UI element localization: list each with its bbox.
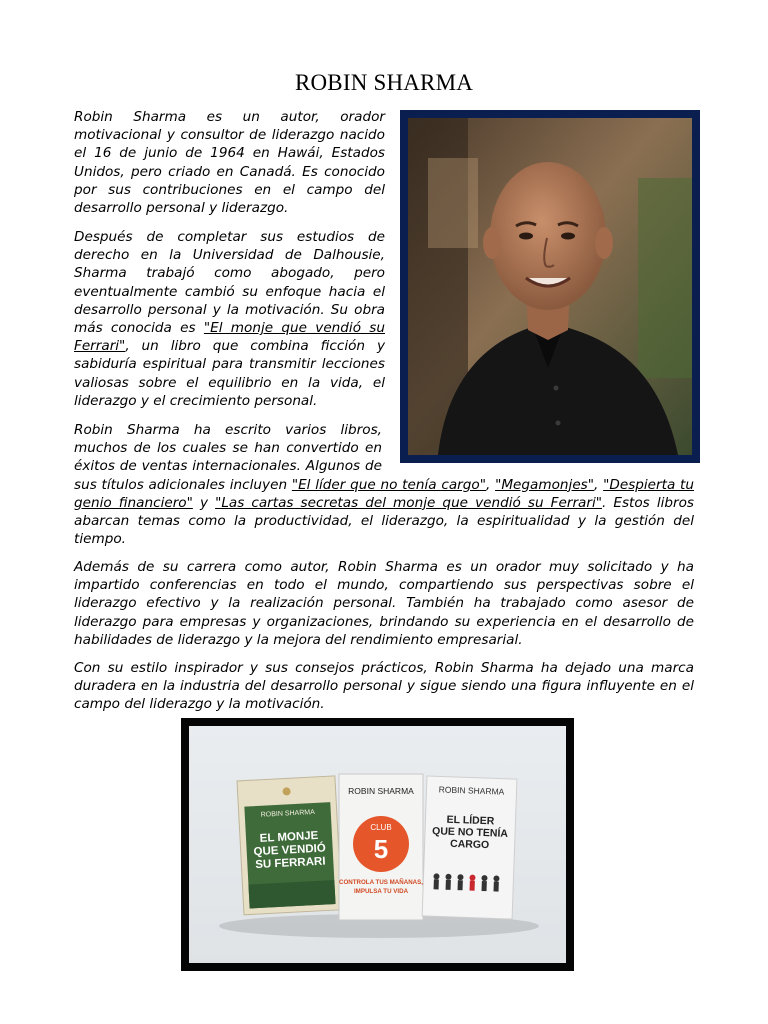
svg-text:CLUB: CLUB xyxy=(370,823,392,832)
bio-paragraph-5: Con su estilo inspirador y sus consejos prácticos, Robin Sharma ha dejado una marca duradera en la industria del desarrollo personal y sigue siendo una figura influyente en el campo del liderazgo y la motivación. xyxy=(74,660,694,713)
svg-text:SU FERRARI: SU FERRARI xyxy=(254,855,326,872)
book-cover-club-5 xyxy=(339,774,423,920)
svg-text:QUE VENDIÓ: QUE VENDIÓ xyxy=(253,842,327,859)
book-cover-lider xyxy=(422,776,517,919)
svg-text:EL LÍDER: EL LÍDER xyxy=(446,813,495,828)
book-link-lider-sin-cargo[interactable]: "El líder que no tenía cargo" xyxy=(291,476,486,493)
svg-text:ROBIN SHARMA: ROBIN SHARMA xyxy=(348,786,414,796)
bio-paragraph-4: Además de su carrera como autor, Robin Sharma es un orador muy solicitado y ha impartido conferencias en todo el mundo, compartiendo sus perspectivas sobre el liderazgo efectivo y la realización personal. También ha trabajado como asesor de liderazgo para empresas y organizaciones, brindando su experiencia en el desarrollo de habilidades de liderazgo y la mejora del rendimiento empresarial. xyxy=(74,559,694,648)
book-link-monje-ferrari[interactable]: "El monje que vendió su Ferrari" xyxy=(74,320,385,355)
books-cover-image xyxy=(189,726,566,963)
author-photo-frame xyxy=(400,110,700,463)
svg-text:EL MONJE: EL MONJE xyxy=(259,829,319,845)
svg-text:IMPULSA TU VIDA: IMPULSA TU VIDA xyxy=(353,888,409,895)
svg-text:5: 5 xyxy=(373,834,389,864)
bio-paragraph-1: Robin Sharma es un autor, orador motivacional y consultor de liderazgo nacido el 16 de junio de 1964 en Hawái, Estados Unidos, pero criado en Canadá. Es conocido por sus contribuciones en el campo del desarrollo personal y liderazgo. xyxy=(74,109,385,217)
author-photo xyxy=(408,118,692,455)
book-link-cartas-secretas[interactable]: "Las cartas secretas del monje que vendió su Ferrari" xyxy=(215,494,602,511)
book-link-genio-financiero[interactable]: "Despierta tu genio financiero" xyxy=(74,476,695,511)
books-image xyxy=(189,726,566,963)
svg-text:CARGO: CARGO xyxy=(449,837,490,852)
books-image-frame xyxy=(181,718,574,971)
page-title: ROBIN SHARMA xyxy=(294,70,474,95)
bio-paragraph-3: Robin Sharma ha escrito varios libros, muchos de los cuales se han convertido en éxitos de ventas internacionales. Algunos de sus títulos adicionales incluyen "El líder que no tenía cargo", "Megamonjes", "Despierta tu genio financiero" y "Las cartas secretas del monje que vendió su Ferrari". Estos libros abarcan temas como la productividad, el liderazgo, la espiritualidad y la gestión del tiempo. xyxy=(74,422,695,548)
svg-text:ROBIN SHARMA: ROBIN SHARMA xyxy=(260,808,315,819)
author-portrait-image xyxy=(408,118,692,455)
book-link-megamonjes[interactable]: "Megamonjes" xyxy=(495,476,595,493)
svg-text:QUE NO TENÍA: QUE NO TENÍA xyxy=(431,825,509,840)
svg-text:CONTROLA TUS MAÑANAS,: CONTROLA TUS MAÑANAS, xyxy=(339,879,423,886)
book-cover-monje xyxy=(237,776,342,915)
bio-paragraph-2: Después de completar sus estudios de derecho en la Universidad de Dalhousie, Sharma trabajó como abogado, pero eventualmente cambió su enfoque hacia el desarrollo personal y la motivación. Su obra más conocida es "El monje que vendió su Ferrari", un libro que combina ficción y sabiduría espiritual para transmitir lecciones valiosas sobre el equilibrio en la vida, el liderazgo y el crecimiento personal. xyxy=(74,229,385,409)
svg-text:ROBIN SHARMA: ROBIN SHARMA xyxy=(438,784,505,797)
